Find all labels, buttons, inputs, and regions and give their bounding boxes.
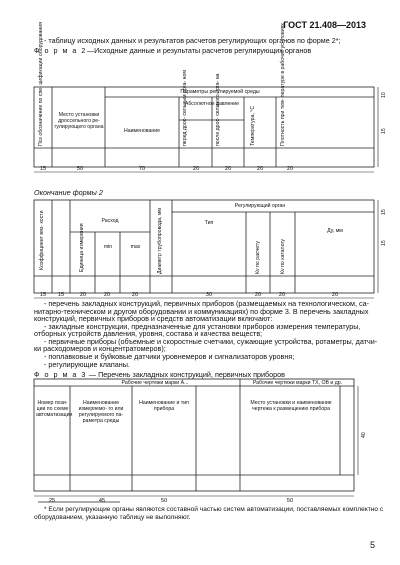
para-line-6: ки расходомеров и концентратомеров); [34,344,166,353]
para-line-0: - перечень закладных конструкций, первичных приборов (размещаемых на технологическом, са- [44,299,369,308]
f2-h0: 10 [381,92,387,98]
para-line-3: - закладные конструкции, предназначенные для установки приборов измерения температуры, [44,321,361,331]
f2-col-after: после дрос- сельного орга- на [215,73,221,146]
f2-w1: 50 [76,166,84,172]
standard-code: ГОСТ 21.408—2013 [283,20,366,30]
para-line-2: конструкций, первичных приборов и средств автоматизации включают: [34,314,273,323]
f3-h0: 40 [361,432,367,438]
f2e-col-type: Тип [204,220,214,226]
f2e-col-min: min [103,244,113,250]
f2e-col-diam: Диаметр трубопровода, мм [157,208,163,274]
para-line-5: - первичные приборы (объемные и скоростные счетчики, сужающие устройства, ротаметры, датчи- [44,336,378,346]
f2e-w2: 20 [79,292,87,298]
f2-col-name: Наименование [124,128,160,134]
f2-w5: 20 [256,166,264,172]
f2e-h0: 15 [381,209,387,215]
form2-caption-text: —Исходные данные и результаты расчетов регулирующих органов [86,46,312,55]
f3-col-param: Наименование измеряемо- го или регулируемого па- раметра среды [78,400,124,424]
f2e-w5: 30 [205,292,213,298]
f3-w1: 45 [98,498,106,504]
f2-h1: 15 [381,128,387,134]
f3-col-type: Наименование и тип прибора [139,400,189,412]
f2-col-pos: Поз обозначение по спе- цификации оборудования [38,22,44,146]
f3-w0: 25 [48,498,56,504]
footnote-line-0: * Если регулирующие органы являются составной частью систем автоматизации, поставляемых комплектно с [44,506,384,513]
f2-w6: 20 [286,166,294,172]
f3-w3: 50 [286,498,294,504]
f2e-w7: 20 [278,292,286,298]
f2-group-abs: Абсолютное давление [184,101,240,107]
form3-caption [34,370,285,379]
f2-col-temp: Температура, °С [250,105,256,146]
f2e-col-kv-cat: Кv по каталогу [280,238,286,274]
f2e-col-max: max [130,244,141,250]
f2e-w0: 15 [39,292,47,298]
footnote-line-1: оборудованием, указанную таблицу не выполняют. [34,514,191,521]
f2-col-place: Место установки дроссельного ре- гулирующего органа [54,112,104,130]
f2-w0: 15 [39,166,47,172]
para-line-4: отборных устройств давления, уровня, состава и качества веществ; [34,329,263,338]
para-line-1: нитарно-техническом и другом оборудовании и коммуникациях) по форме 3. В перечень закладных [34,306,369,316]
para-line-7: - поплавковые и буйковые датчики уровнемеров и сигнализаторов уровня; [44,352,295,361]
f2e-w8: 20 [331,292,339,298]
f2-w4: 20 [224,166,232,172]
f2e-group-reg: Регулирующий орган [234,203,286,209]
f3-group-b: Рабочие чертежи марки ТХ, ОВ и др. [252,380,343,386]
f3-group-a: Рабочие чертежи марки А... [121,380,189,386]
f2e-w4: 20 [131,292,139,298]
f2e-w3: 20 [103,292,111,298]
para-line-8: - регулирующие клапаны. [44,360,130,369]
f2-w3: 20 [192,166,200,172]
form2-caption-label: Ф о р м а 2 [34,46,87,55]
form2-end-caption: Окончание формы 2 [34,188,103,197]
form3-caption-label: Ф о р м а 3 [34,370,87,379]
f2-w2: 70 [138,166,146,172]
f2-col-density: Плотность при тем- пературе в рабочих ус- ловиях [280,23,286,146]
form3-caption-text: — Перечень закладных конструкций, первичных приборов [86,370,285,379]
f2e-w6: 20 [254,292,262,298]
f2e-col-du: Ду, мм [327,228,343,234]
f2-col-before: перед дрос- сельным орга- ном [182,70,188,146]
page-number: 5 [370,540,376,550]
f3-col-place: Место установки и наименование чертежа к размещению прибора [250,400,332,412]
f2e-col-coef: Коэффициент вяз- кости [39,210,45,270]
f3-col-num: Номер пози- ции по схеме автоматизации [36,400,73,418]
f2e-w1: 15 [57,292,65,298]
f3-w2: 50 [160,498,168,504]
f2e-h1: 15 [381,240,387,246]
intro-line: - таблицу исходных данных и результатов расчетов регулирующих органов по форме 2*; [44,36,341,45]
f2e-group-flow: Расход [101,218,119,224]
f2e-col-kv-calc: Кv по расчету [255,241,261,274]
f2e-col-unit: Единица измерения [79,223,85,272]
f2-group-params: Параметры регулируемой среды [180,89,260,95]
